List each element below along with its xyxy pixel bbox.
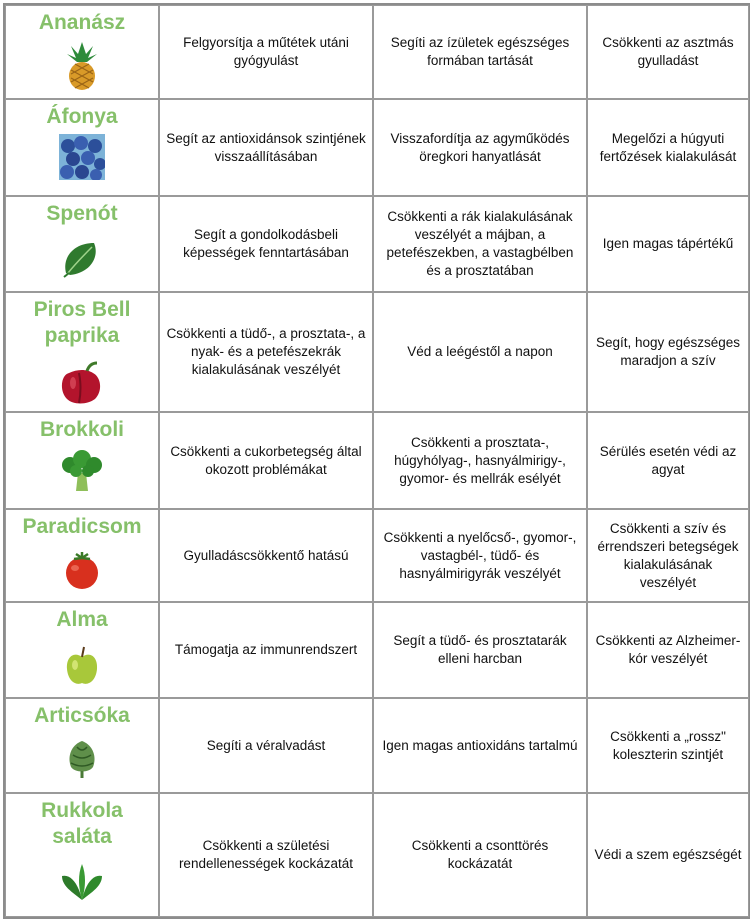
vegetable-name: Alma — [56, 608, 108, 631]
vegetable-name: Paradicsom — [22, 515, 142, 538]
tomato-icon — [62, 550, 102, 590]
benefit-cell: Segít a tüdő- és prosztatarák elleni harcban — [373, 602, 587, 698]
benefit-cell: Visszafordítja az agyműködés öregkori hanyatlását — [373, 99, 587, 196]
benefit-cell: Felgyorsítja a műtétek utáni gyógyulást — [159, 5, 373, 99]
benefit-cell: Támogatja az immunrendszert — [159, 602, 373, 698]
table-row — [5, 602, 749, 698]
benefit-cell: Véd a leégéstől a napon — [373, 292, 587, 412]
vegetable-benefits-table — [3, 3, 750, 919]
benefit-cell: Segíti az ízületek egészséges formában tartását — [373, 5, 587, 99]
artichoke-icon — [63, 737, 101, 779]
vegetable-name: Piros Bell paprika — [33, 298, 131, 347]
benefit-cell: Sérülés esetén védi az agyat — [587, 412, 749, 509]
benefit-cell: Segít az antioxidánsok szintjének visszaállításában — [159, 99, 373, 196]
benefit-cell: Védi a szem egészségét — [587, 793, 749, 917]
benefit-cell: Csökkenti az asztmás gyulladást — [587, 5, 749, 99]
table-row — [5, 292, 749, 412]
vegetable-name: Ananász — [38, 11, 126, 34]
benefit-cell: Csökkenti a szív és érrendszeri betegségek kialakulásának veszélyét — [587, 509, 749, 602]
vegetable-cell — [5, 793, 159, 917]
arugula-icon — [58, 862, 106, 902]
benefit-cell: Megelőzi a húgyuti fertőzések kialakulását — [587, 99, 749, 196]
table-row — [5, 509, 749, 602]
benefit-cell: Csökkenti a csonttörés kockázatát — [373, 793, 587, 917]
benefit-cell: Csökkenti a nyelőcső-, gyomor-, vastagbél-, tüdő- és hasnyálmirigyrák veszélyét — [373, 509, 587, 602]
benefit-cell: Csökkenti a születési rendellenességek kockázatát — [159, 793, 373, 917]
table-row — [5, 412, 749, 509]
table-row — [5, 5, 749, 99]
benefit-cell: Csökkenti a rák kialakulásának veszélyét a májban, a petefészekben, a vastagbélben és a prosztatában — [373, 196, 587, 292]
vegetable-name: Articsóka — [34, 704, 130, 727]
table-row — [5, 99, 749, 196]
table-row — [5, 196, 749, 292]
vegetable-cell — [5, 602, 159, 698]
vegetable-cell — [5, 99, 159, 196]
benefit-cell: Igen magas antioxidáns tartalmú — [373, 698, 587, 793]
red-pepper-icon — [57, 361, 107, 407]
benefit-cell: Csökkenti a prosztata-, húgyhólyag-, hasnyálmirigy-, gyomor- és mellrák esélyét — [373, 412, 587, 509]
vegetable-cell — [5, 412, 159, 509]
vegetable-cell — [5, 196, 159, 292]
vegetable-name: Rukkola saláta — [41, 799, 123, 848]
vegetable-cell — [5, 292, 159, 412]
vegetable-name: Brokkoli — [39, 418, 125, 441]
benefit-cell: Igen magas tápértékű — [587, 196, 749, 292]
apple-icon — [64, 643, 100, 687]
benefit-cell: Segíti a véralvadást — [159, 698, 373, 793]
vegetable-cell — [5, 509, 159, 602]
spinach-icon — [60, 239, 104, 279]
table-row — [5, 793, 749, 917]
benefit-cell: Segít, hogy egészséges maradjon a szív — [587, 292, 749, 412]
table-row — [5, 698, 749, 793]
broccoli-icon — [60, 447, 104, 493]
vegetable-name: Áfonya — [46, 105, 118, 128]
benefit-cell: Csökkenti a cukorbetegség által okozott problémákat — [159, 412, 373, 509]
benefit-cell: Csökkenti a tüdő-, a prosztata-, a nyak- és a petefészekrák kialakulásának veszélyét — [159, 292, 373, 412]
benefit-cell: Segít a gondolkodásbeli képességek fenntartásában — [159, 196, 373, 292]
benefit-cell: Gyulladáscsökkentő hatású — [159, 509, 373, 602]
vegetable-cell — [5, 698, 159, 793]
benefit-cell: Csökkenti a „rossz" koleszterin szintjét — [587, 698, 749, 793]
benefit-cell: Csökkenti az Alzheimer-kór veszélyét — [587, 602, 749, 698]
blueberries-icon — [59, 134, 105, 180]
vegetable-name: Spenót — [46, 202, 118, 225]
vegetable-cell — [5, 5, 159, 99]
pineapple-icon — [57, 40, 107, 90]
